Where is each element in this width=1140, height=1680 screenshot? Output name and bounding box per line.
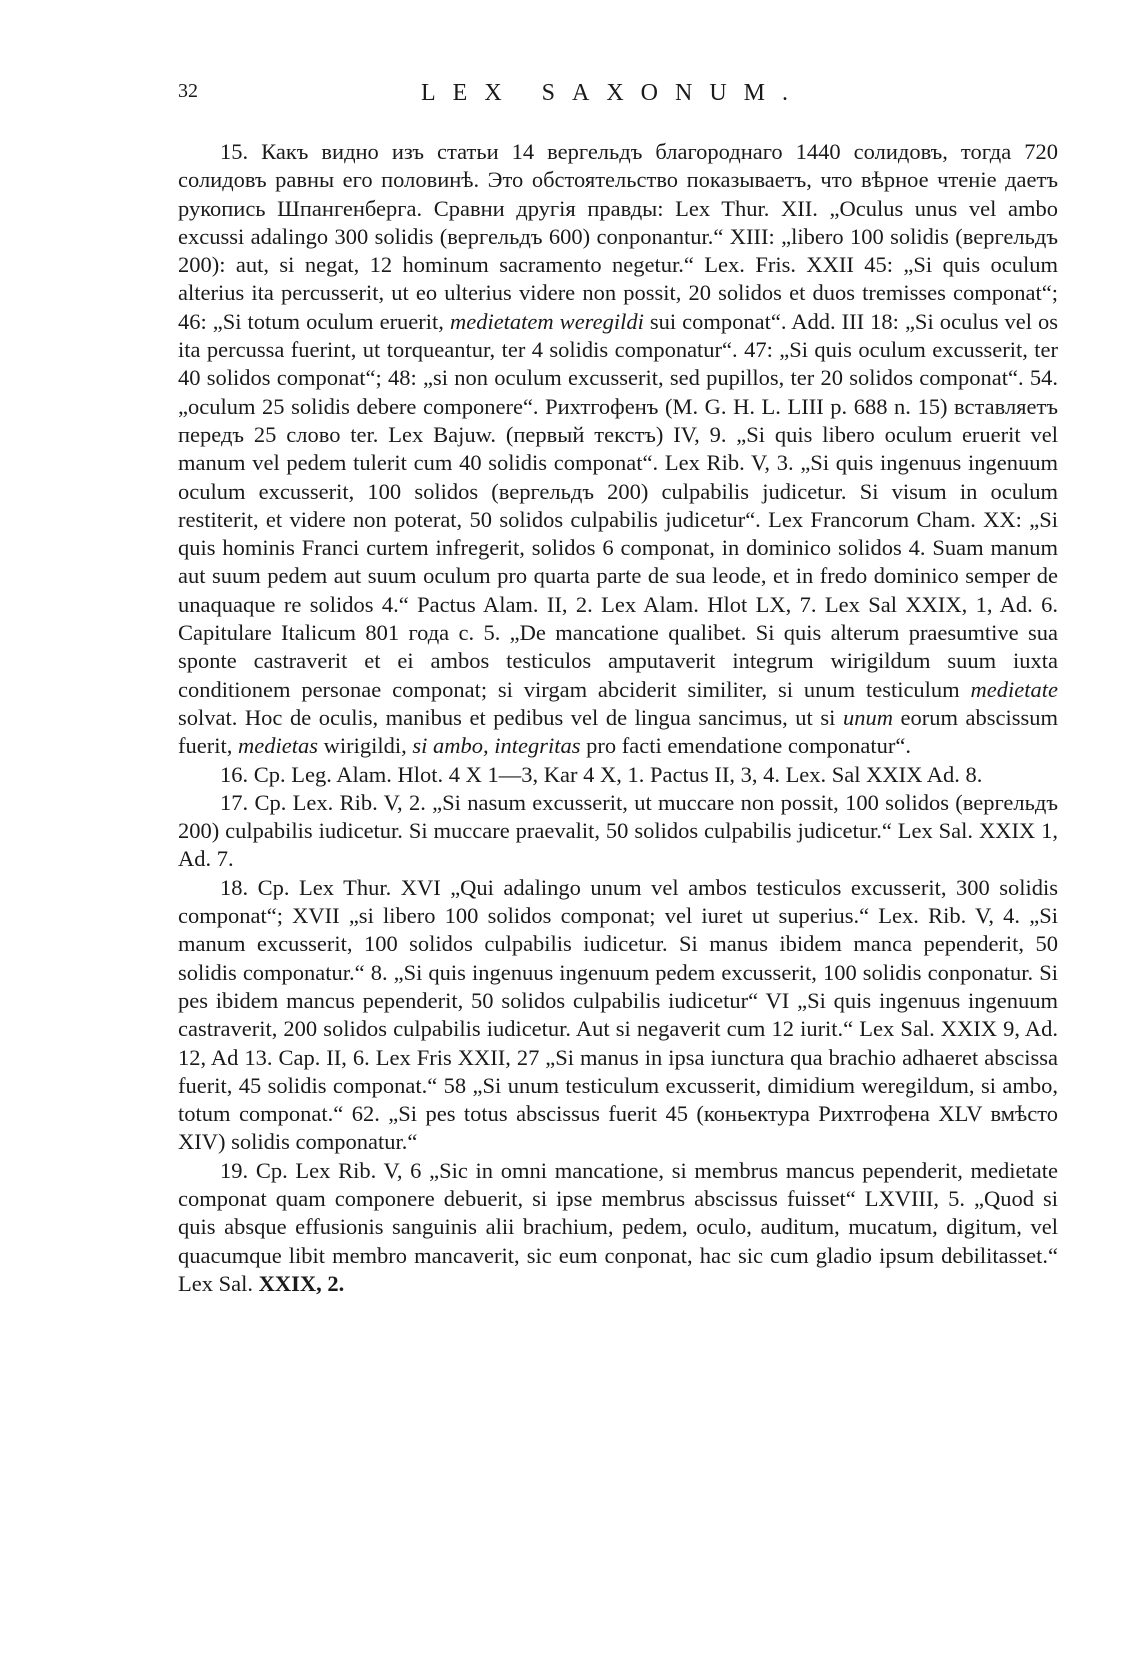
- note-text: 19. Cp. Lex Rib. V, 6 „Sic in omni mancatione, si membrus mancus pependerit, medietate componat quam componere debuerit, si ipse membrus abscissus fuisset“ LXVIII, 5. „Quod si quis absque effusionis sanguinis alii brachium, pedem, oculo, auditum, mucatum, digitum, vel quacumque libit membro mancaverit, sic eum conponat, hac sic cum gladio ipsum debilitasset.“ Lex Sal.: [178, 1157, 1058, 1296]
- page-number: 32: [178, 80, 198, 102]
- note-15: [178, 138, 1058, 761]
- note-text: sui componat“. Add. III 18: „Si oculus vel os ita percussa fuerint, ut torqueantur, ter 4 solidis componatur“. 47: „Si quis oculum excusserit, ter 40 solidos componat“; 48: „si non oculum excusserit, sed pupillos, ter 20 solidos componat“. 54. „oculum 25 solidis debere componere“. Рихтгофенъ (M. G. H. L. LIII p. 688 n. 15) вставляетъ передъ 25 слово ter. Lex Bajuw. (первый текстъ) IV, 9. „Si quis libero oculum eruerit vel manum vel pedem tulerit cum 40 solidis componat“. Lex Rib. V, 3. „Si quis ingenuus ingenuum oculum excusserit, 100 solidos (вергельдъ 200) culpabilis judicetur. Si visum in oculum restiterit, et videre non poterat, 50 solidos culpabilis judicetur“. Lex Francorum Cham. XX: „Si quis hominis Franci curtem infregerit, solidos 6 componat, in dominico solidos 4. Suam manum aut suum pedem aut suum oculum pro quarta parte de sua leode, et in fredo dominico semper de unaquaque re solidos 4.“ Pactus Alam. II, 2. Lex Alam. Hlot LX, 7. Lex Sal XXIX, 1, Ad. 6. Capitulare Italicum 801 года c. 5. „De mancatione qualibet. Si quis alterum praesumtive sua sponte castraverit et ei ambos testiculos amputaverit integrum wirigildum suum iuxta conditionem personae componat; si virgam abciderit similiter, si unum testiculum: [178, 308, 1058, 702]
- note-18: [178, 874, 1058, 1157]
- note-text-italic: medietatem weregildi: [449, 308, 644, 334]
- note-17: [178, 789, 1058, 874]
- note-text: solvat. Hoc de oculis, manibus et pedibus vel de lingua sancimus, ut si: [178, 704, 836, 730]
- note-19: [178, 1157, 1058, 1298]
- note-text: 16. Cp. Leg. Alam. Hlot. 4 X 1—3, Kar 4 X, 1. Pactus II, 3, 4. Lex. Sal XXIX Ad. 8.: [220, 761, 983, 787]
- notes-body: [178, 138, 1058, 1298]
- note-text-italic: si ambo, integritas: [412, 733, 581, 759]
- note-text-italic: medietate: [970, 676, 1058, 702]
- note-text-italic: medietas: [237, 733, 318, 759]
- note-text: 18. Cp. Lex Thur. XVI „Qui adalingo unum vel ambos testiculos excusserit, 300 solidis componat“; XVII „si libero 100 solidos componat; vel iuret ut superius.“ Lex. Rib. V, 4. „Si manum excusserit, 100 solidos culpabilis iudicetur. Si manus ibidem manca pependerit, 50 solidis componatur.“ 8. „Si quis ingenuus ingenuum pedem excusserit, 100 solidis conponatur. Si pes ibidem mancus pependerit, 50 solidos culpabilis iudicetur“ VI „Si quis ingenuus ingenuum castraverit, 200 solidos culpabilis iudicetur. Aut si negaverit cum 12 iurit.“ Lex Sal. XXIX 9, Ad. 12, Ad 13. Cap. II, 6. Lex Fris XXII, 27 „Si manus in ipsa iunctura qua brachio adhaeret abscissa fuerit, 45 solidis componat.“ 58 „Si unum testiculum excusserit, dimidium weregildum, si ambo, totum componat.“ 62. „Si pes totus abscissus fuerit 45 (коньектура Рихтгофена XLV вмѣсто XIV) solidis componatur.“: [178, 874, 1058, 1155]
- note-text: wirigildi,: [323, 733, 407, 759]
- note-text: pro facti emendatione componatur“.: [586, 733, 911, 759]
- running-title: LEX SAXONUM.: [421, 80, 805, 106]
- note-text: eorum abscissum fuerit,: [178, 704, 1059, 759]
- note-text-italic: unum: [842, 704, 893, 730]
- note-text-bold: XXIX, 2.: [258, 1270, 345, 1296]
- note-text: 15. Какъ видно изъ статьи 14 вергельдъ благороднаго 1440 солидовъ, тогда 720 солидовъ равны его половинѣ. Это обстоятельство показываетъ, что вѣрное чтеніе даетъ рукопись Шпангенберга. Сравни другія правды: Lex Thur. XII. „Oculus unus vel ambo excussi adalingo 300 solidis (вергельдъ 600) conponantur.“ XIII: „libero 100 solidis (вергельдъ 200): aut, si negat, 12 hominum sacramento negetur.“ Lex. Fris. XXII 45: „Si quis oculum alterius ita percusserit, ut eo ulterius videre non possit, 20 solidos et duos tremisses componat“; 46: „Si totum oculum eruerit,: [178, 139, 1058, 334]
- note-16: [178, 761, 1058, 789]
- page-header: [178, 80, 1008, 120]
- note-text: 17. Cp. Lex. Rib. V, 2. „Si nasum excusserit, ut muccare non possit, 100 solidos (вергельдъ 200) culpabilis iudicetur. Si muccare praevalit, 50 solidos culpabilis judicetur.“ Lex Sal. XXIX 1, Ad. 7.: [178, 789, 1058, 872]
